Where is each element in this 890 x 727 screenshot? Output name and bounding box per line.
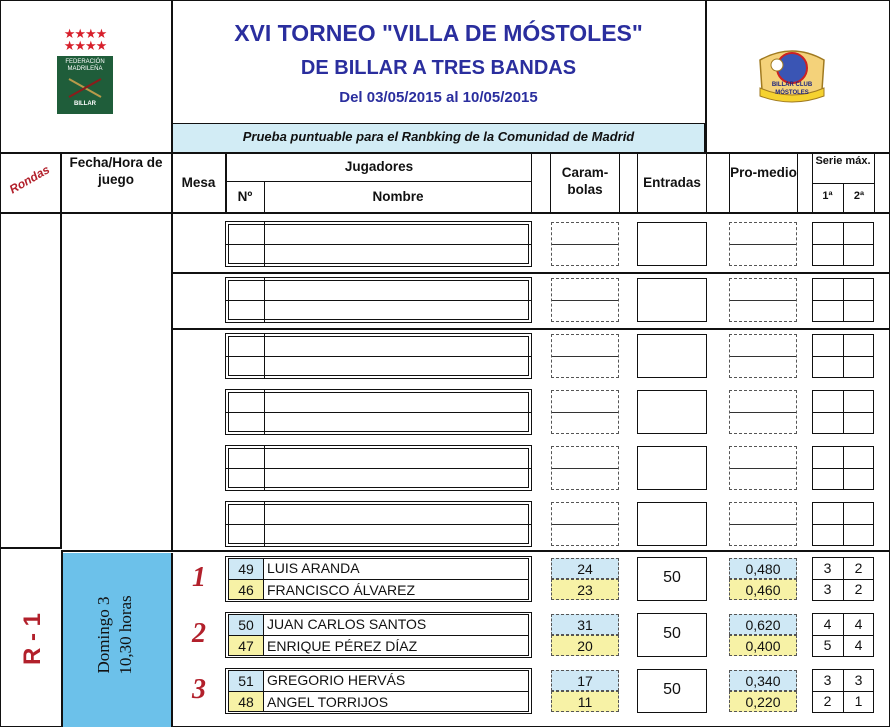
- serie-1: 3: [823, 672, 832, 688]
- col-serie-1: 1ª: [822, 190, 833, 202]
- serie-2: 3: [854, 672, 863, 688]
- col-serie-2: 2ª: [853, 190, 865, 202]
- player-name: ANGEL TORRIJOS: [267, 694, 389, 710]
- serie-1: 3: [823, 581, 832, 597]
- mesa-number: 2: [192, 618, 206, 649]
- col-carambolas: Caram-bolas: [561, 165, 609, 197]
- promedio-value: 0,480: [729, 558, 797, 579]
- serie-2: 2: [854, 560, 863, 576]
- entradas-value: 50: [663, 625, 681, 642]
- entradas-value: 50: [663, 569, 681, 586]
- player-number: 50: [229, 615, 263, 635]
- carambolas-value: 23: [551, 579, 619, 600]
- carambolas-value: 24: [551, 558, 619, 579]
- promedio-value: 0,620: [729, 614, 797, 635]
- round-date: Domingo 3 10,30 horas: [94, 595, 135, 675]
- serie-1: 2: [823, 693, 832, 709]
- cue-icon: [65, 75, 105, 101]
- round-label: R - 1: [19, 613, 46, 666]
- serie-2: 1: [854, 693, 863, 709]
- serie-1: 5: [823, 637, 832, 653]
- title-line-2: DE BILLAR A TRES BANDAS: [300, 57, 577, 79]
- col-promedio: Pro-medio: [730, 165, 797, 180]
- col-rondas: Rondas: [6, 162, 53, 197]
- player-number: 48: [229, 692, 263, 711]
- col-nombre: Nombre: [372, 189, 424, 204]
- col-fecha: Fecha/Hora de juego: [69, 155, 163, 187]
- carambolas-value: 31: [551, 614, 619, 635]
- col-entradas: Entradas: [643, 175, 701, 190]
- col-jugadores: Jugadores: [344, 159, 414, 174]
- col-no: Nº: [237, 189, 253, 204]
- entradas-value: 50: [663, 681, 681, 698]
- carambolas-value: 17: [551, 670, 619, 691]
- player-number: 47: [229, 636, 263, 655]
- player-name: JUAN CARLOS SANTOS: [267, 616, 427, 632]
- club-logo: [752, 42, 832, 106]
- player-name: FRANCISCO ÁLVAREZ: [267, 582, 416, 598]
- player-name: LUIS ARANDA: [267, 560, 360, 576]
- club-logo-line-2: MÓSTOLES: [775, 90, 809, 96]
- mesa-number: 3: [192, 674, 206, 705]
- serie-2: 4: [854, 616, 863, 632]
- promedio-value: 0,340: [729, 670, 797, 691]
- player-name: GREGORIO HERVÁS: [267, 672, 406, 688]
- col-mesa: Mesa: [181, 175, 216, 190]
- title-dates: Del 03/05/2015 al 10/05/2015: [339, 89, 538, 106]
- federation-logo: [50, 28, 120, 120]
- player-number: 46: [229, 580, 263, 599]
- logo-line-1: FEDERACIÓN: [65, 59, 105, 65]
- serie-2: 4: [854, 637, 863, 653]
- club-emblem-icon: [752, 42, 832, 106]
- mesa-number: 1: [192, 562, 206, 593]
- carambolas-value: 20: [551, 635, 619, 656]
- carambolas-value: 11: [551, 691, 619, 712]
- serie-2: 2: [854, 581, 863, 597]
- stars-icon: ★★★★ ★★★★: [63, 26, 107, 53]
- player-number: 49: [229, 559, 263, 579]
- logo-line-3: BILLAR: [74, 101, 96, 107]
- promedio-value: 0,220: [729, 691, 797, 712]
- promedio-value: 0,400: [729, 635, 797, 656]
- subtitle-bar: [172, 123, 705, 152]
- serie-1: 3: [823, 560, 832, 576]
- promedio-value: 0,460: [729, 579, 797, 600]
- player-name: ENRIQUE PÉREZ DÍAZ: [267, 638, 418, 654]
- player-number: 51: [229, 671, 263, 691]
- logo-line-2: MADRILEÑA: [67, 66, 103, 72]
- serie-1: 4: [823, 616, 832, 632]
- subtitle-text: Prueba puntuable para el Ranbking de la Comunidad de Madrid: [242, 129, 635, 144]
- club-logo-line-1: BILLAR CLUB: [771, 82, 813, 88]
- title-line-1: XVI TORNEO "VILLA DE MÓSTOLES": [234, 20, 643, 46]
- col-serie: Serie máx.: [815, 155, 871, 167]
